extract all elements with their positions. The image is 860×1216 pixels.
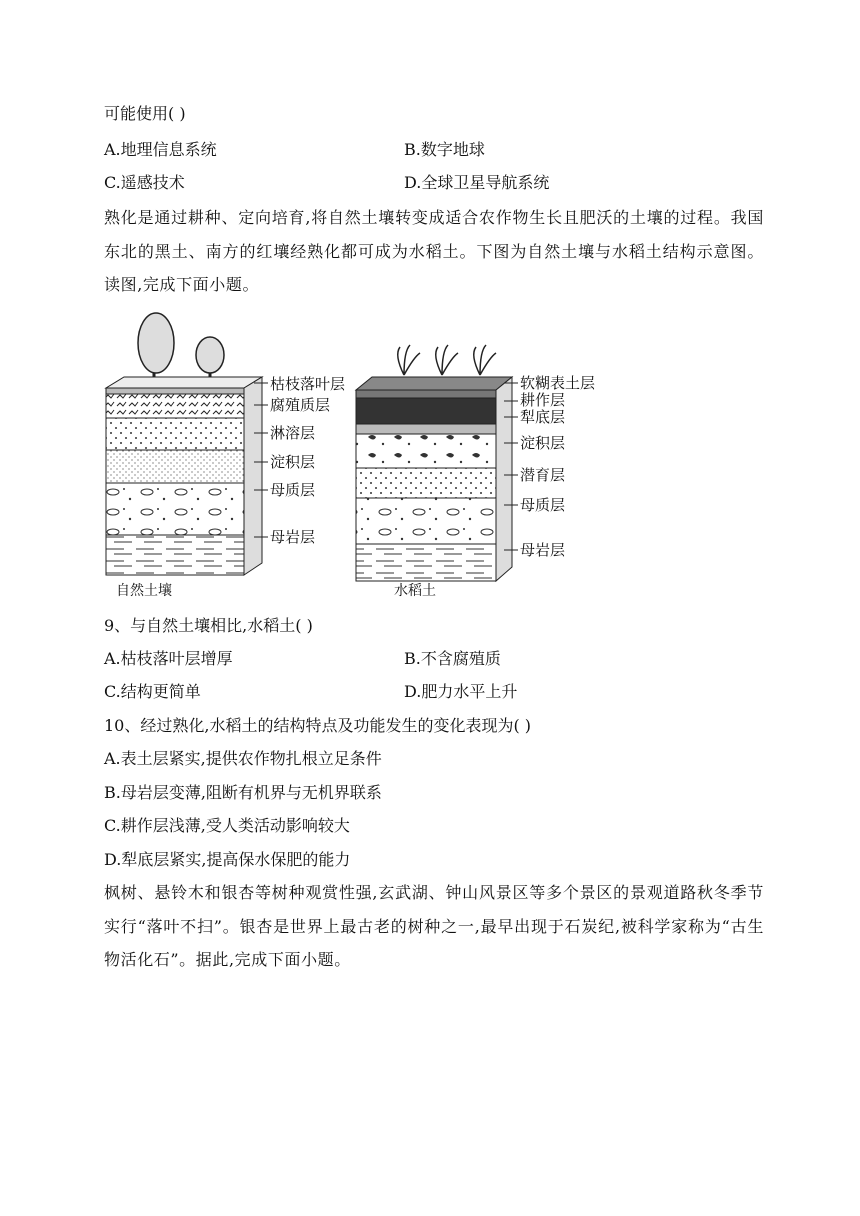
- natural-soil-block: [106, 313, 345, 599]
- q9-option-c[interactable]: C.结构更简单: [104, 682, 201, 701]
- q10-option-d[interactable]: D.犁底层紧实,提高保水保肥的能力: [104, 850, 351, 869]
- natural-layer-label: 母质层: [270, 481, 316, 499]
- soil-structure-figure: [104, 305, 610, 605]
- paddy-layer-label: 淀积层: [520, 434, 566, 452]
- q8-option-d[interactable]: D.全球卫星导航系统: [404, 173, 550, 192]
- paddy-soil-caption: 水稻土: [394, 583, 436, 599]
- paddy-layer-label: 犁底层: [520, 408, 566, 426]
- natural-layer-label: 淀积层: [270, 453, 316, 471]
- q9-stem: 9、与自然土壤相比,水稻土( ): [104, 616, 313, 635]
- paddy-layer-label: 母岩层: [520, 541, 566, 559]
- paddy-layer-label: 软糊表土层: [520, 374, 596, 392]
- q8-option-a[interactable]: A.地理信息系统: [104, 140, 217, 159]
- natural-layer-label: 腐殖质层: [270, 396, 331, 414]
- q10-option-c[interactable]: C.耕作层浅薄,受人类活动影响较大: [104, 816, 350, 835]
- q10-option-b[interactable]: B.母岩层变薄,阻断有机界与无机界联系: [104, 783, 382, 802]
- paddy-layer-label: 母质层: [520, 496, 566, 514]
- q10-option-a[interactable]: A.表土层紧实,提供农作物扎根立足条件: [104, 749, 382, 768]
- q8-option-c[interactable]: C.遥感技术: [104, 173, 185, 192]
- q9-option-d[interactable]: D.肥力水平上升: [404, 682, 518, 701]
- q8-option-b[interactable]: B.数字地球: [404, 140, 485, 159]
- natural-soil-caption: 自然土壤: [116, 583, 172, 599]
- paddy-layer-label: 耕作层: [520, 391, 566, 409]
- intro-paragraph: 熟化是通过耕种、定向培育,将自然土壤转变成适合农作物生长且肥沃的土壤的过程。我国东北的黑土、南方的红壤经熟化都可成为水稻土。下图为自然土壤与水稻土结构示意图。读图,完成下面小题。: [104, 208, 764, 294]
- rice-plant-icon: [398, 345, 496, 375]
- final-paragraph: 枫树、悬铃木和银杏等树种观赏性强,玄武湖、钟山风景区等多个景区的景观道路秋冬季节实行“落叶不扫”。银杏是世界上最古老的树种之一,最早出现于石炭纪,被科学家称为“古生物活化石”。据此,完成下面小题。: [104, 883, 764, 969]
- q9-option-b[interactable]: B.不含腐殖质: [404, 649, 501, 668]
- paddy-layer-label: 潜育层: [520, 466, 566, 484]
- natural-layer-label: 母岩层: [270, 528, 316, 546]
- natural-layer-label: 枯枝落叶层: [270, 375, 346, 393]
- paddy-soil-block: [356, 345, 595, 599]
- natural-layer-label: 淋溶层: [270, 424, 316, 442]
- q9-option-a[interactable]: A.枯枝落叶层增厚: [104, 649, 233, 668]
- q10-stem: 10、经过熟化,水稻土的结构特点及功能发生的变化表现为( ): [104, 716, 532, 735]
- q8-stem-tail: 可能使用( ): [104, 104, 186, 123]
